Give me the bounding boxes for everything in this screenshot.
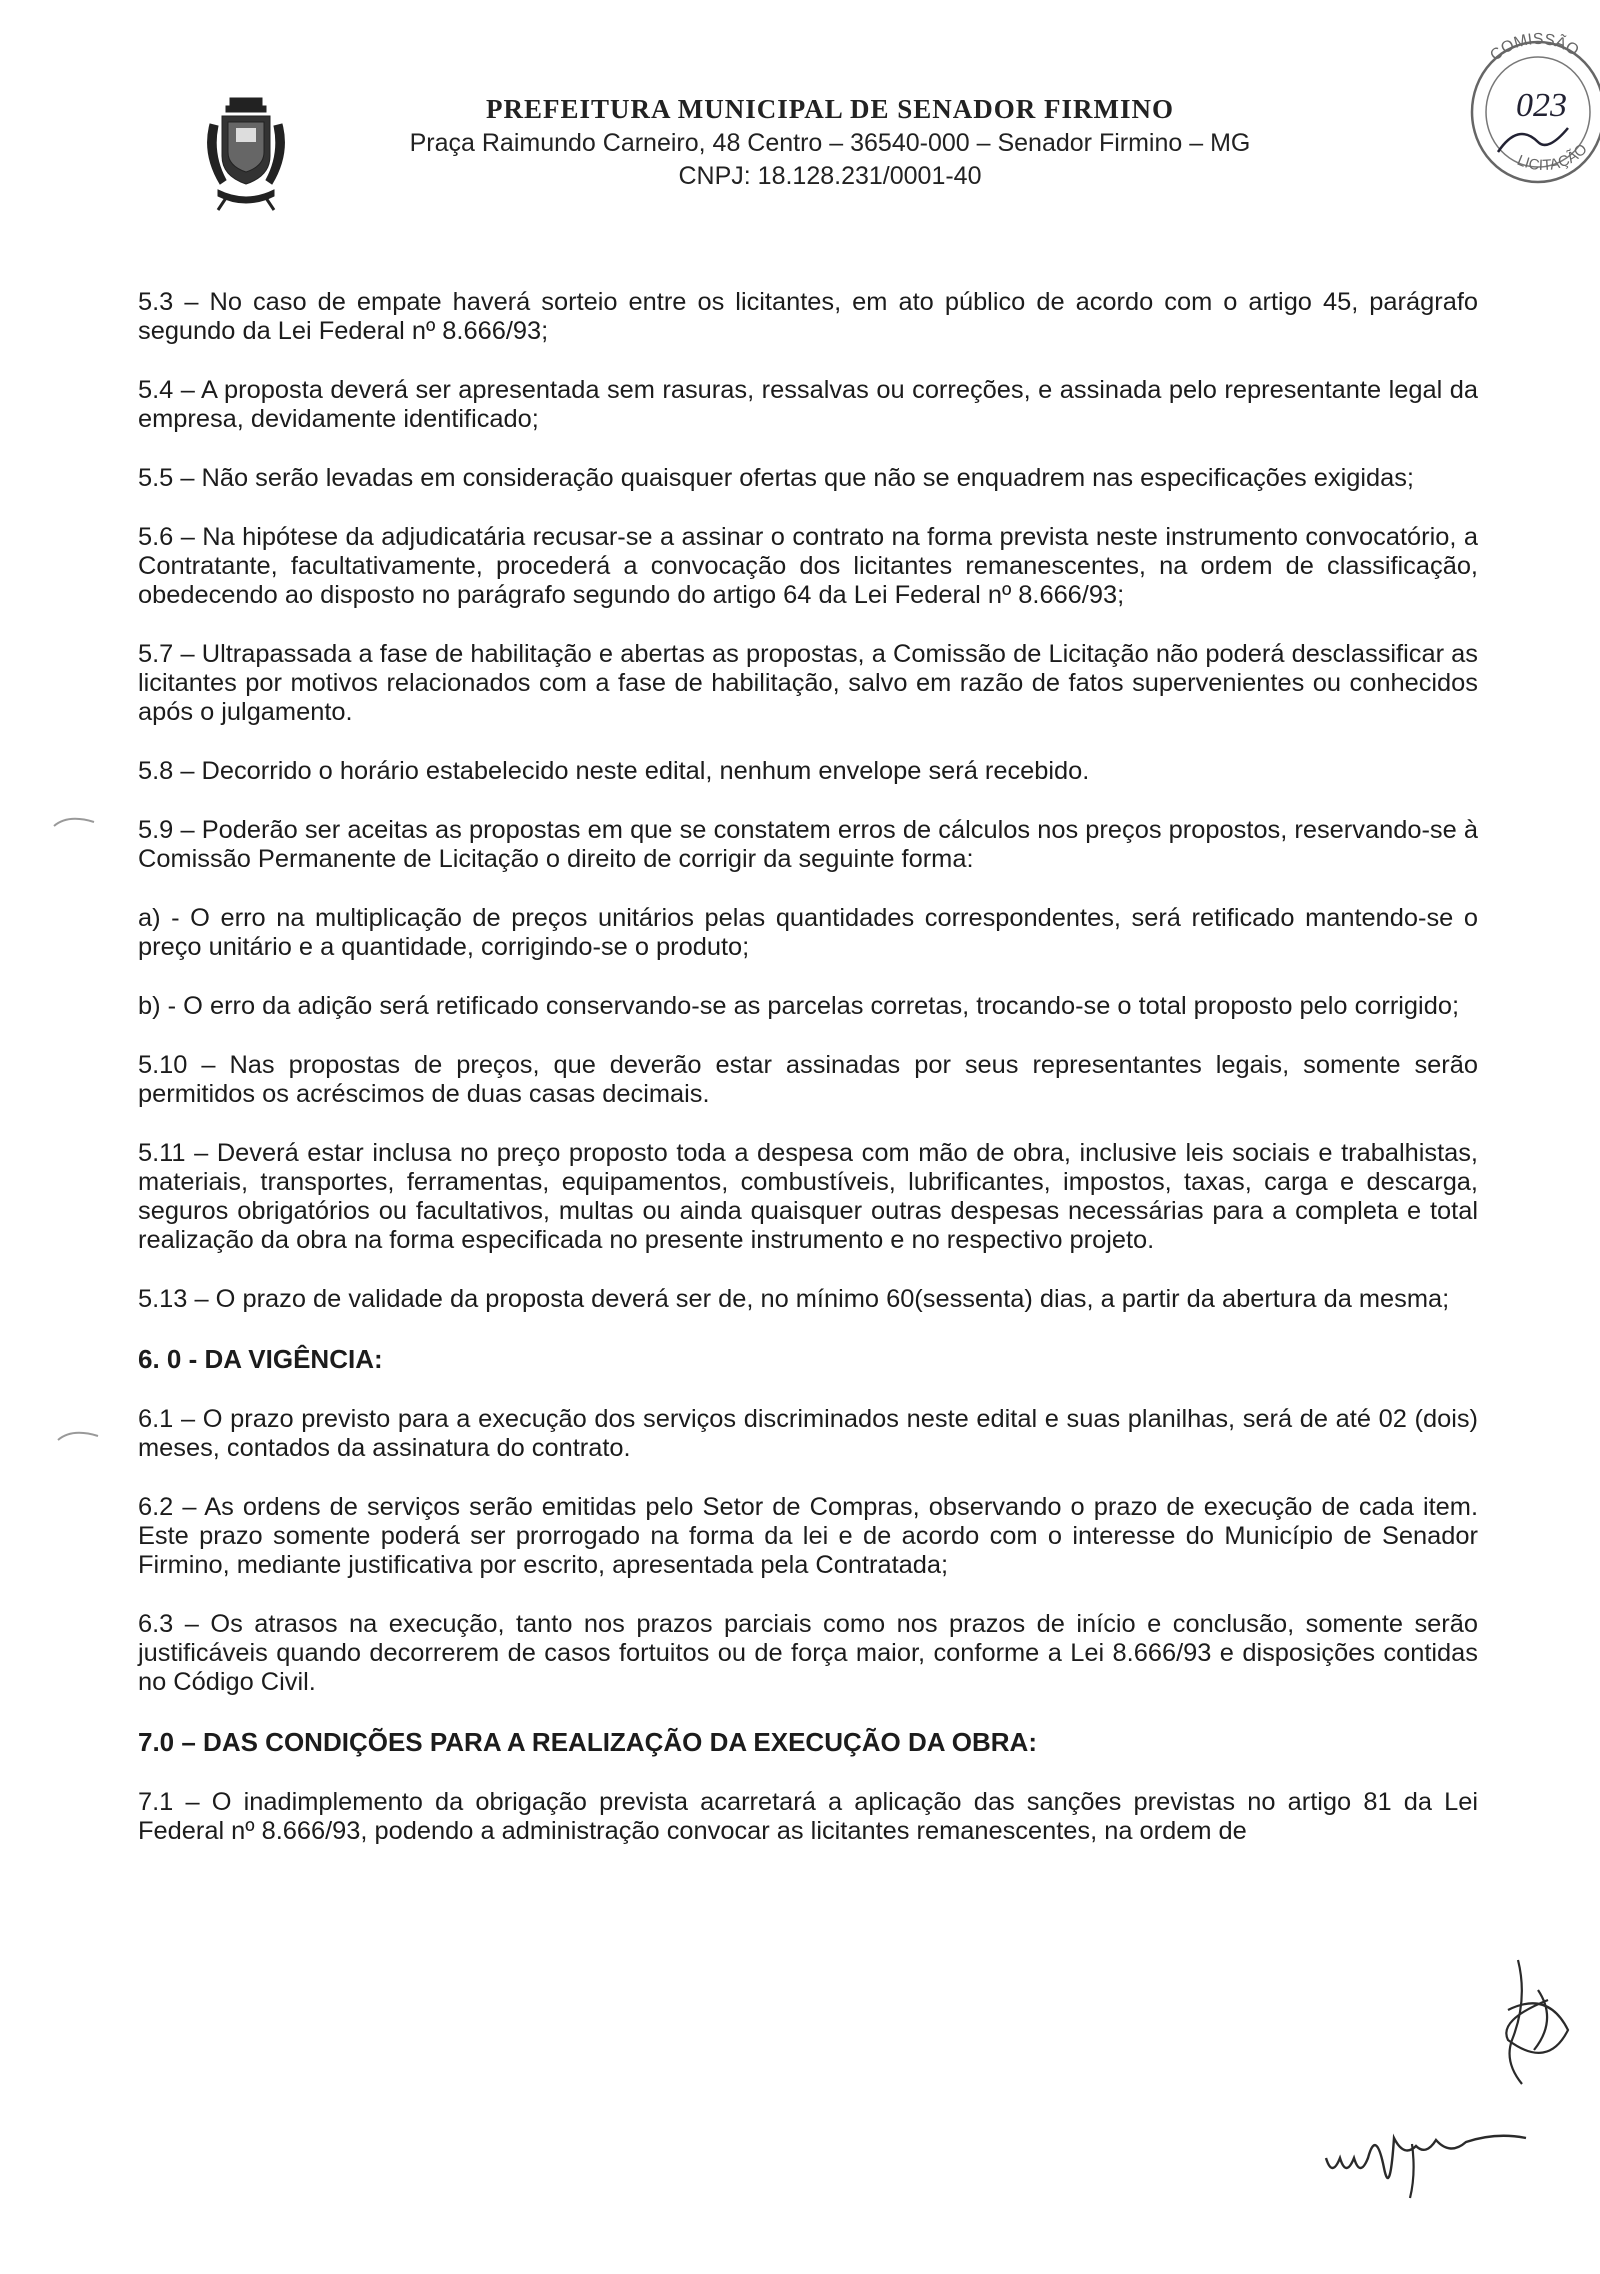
clause-6-1: 6.1 – O prazo previsto para a execução dos serviços discriminados neste edital e suas planilhas, será de até 02 (dois) meses, contados da assinatura do contrato. — [138, 1405, 1478, 1462]
clause-5-9: 5.9 – Poderão ser aceitas as propostas em que se constatem erros de cálculos nos preços propostos, reservando-se à Comissão Permanente de Licitação o direito de corrigir da seguinte forma: — [138, 816, 1478, 873]
clause-5-10: 5.10 – Nas propostas de preços, que deverão estar assinadas por seus representantes legais, somente serão permitidos os acréscimos de duas casas decimais. — [138, 1051, 1478, 1108]
stamp-page-number: 023 — [1516, 87, 1567, 124]
stamp-initials-icon — [1498, 128, 1568, 152]
clause-5-7: 5.7 – Ultrapassada a fase de habilitação e abertas as propostas, a Comissão de Licitação não poderá desclassificar as licitantes por motivos relacionados com a fase de habilitação, salvo em razão de fatos supervenientes ou conhecidos após o julgamento. — [138, 640, 1478, 726]
organization-name: PREFEITURA MUNICIPAL DE SENADOR FIRMINO — [485, 94, 1175, 124]
municipal-coat-of-arms-icon — [196, 94, 296, 214]
commission-page-stamp — [1458, 24, 1600, 184]
document-body — [138, 288, 1478, 1876]
clause-7-1: 7.1 – O inadimplemento da obrigação prevista acarretará a aplicação das sanções previstas no artigo 81 da Lei Federal nº 8.666/93, podendo a administração convocar as licitantes remanescentes, na ordem de — [138, 1788, 1478, 1845]
clause-5-11: 5.11 – Deverá estar inclusa no preço proposto toda a despesa com mão de obra, inclusive leis sociais e trabalhistas, materiais, transportes, ferramentas, equipamentos, combustíveis, lubrificantes, impostos, taxas, carga e descarga, seguros obrigatórios ou facultativos, multas ou ainda quaisquer outras despesas necessárias para a completa e total realização da obra na forma especificada no presente instrumento e no respectivo projeto. — [138, 1139, 1478, 1254]
clause-5-5: 5.5 – Não serão levadas em consideração quaisquer ofertas que não se enquadrem nas especificações exigidas; — [138, 464, 1414, 492]
stamp-bottom-text: LICITAÇÃO — [1514, 140, 1591, 175]
clause-6-3: 6.3 – Os atrasos na execução, tanto nos prazos parciais como nos prazos de início e conclusão, somente serão justificáveis quando decorrerem de casos fortuitos ou de força maior, conforme a Lei 8.666/93 e disposições contidas no Código Civil. — [138, 1610, 1478, 1696]
section-7-heading: 7.0 – DAS CONDIÇÕES PARA A REALIZAÇÃO DA EXECUÇÃO DA OBRA: — [138, 1727, 1037, 1757]
handwritten-signature-icon — [1320, 2124, 1570, 2200]
stamp-top-text: COMISSÃO — [1487, 30, 1582, 65]
clause-5-9-a: a) - O erro na multiplicação de preços unitários pelas quantidades correspondentes, será retificado mantendo-se o preço unitário e a quantidade, corrigindo-se o produto; — [138, 904, 1478, 961]
clause-5-4: 5.4 – A proposta deverá ser apresentada sem rasuras, ressalvas ou correções, e assinada pelo representante legal da empresa, devidamente identificado; — [138, 376, 1478, 433]
margin-mark-icon — [56, 1426, 100, 1442]
margin-mark-icon — [52, 812, 96, 828]
clause-5-9-b: b) - O erro da adição será retificado conservando-se as parcelas corretas, trocando-se o total proposto pelo corrigido; — [138, 992, 1459, 1020]
clause-6-2: 6.2 – As ordens de serviços serão emitidas pelo Setor de Compras, observando o prazo de execução de cada item. Este prazo somente poderá ser prorrogado na forma da lei e de acordo com o interesse do Município de Senador Firmino, mediante justificativa por escrito, apresentada pela Contratada; — [138, 1493, 1478, 1579]
organization-address: Praça Raimundo Carneiro, 48 Centro – 36540-000 – Senador Firmino – MG — [409, 129, 1251, 157]
handwritten-initials-icon — [1478, 1950, 1588, 2100]
clause-5-8: 5.8 – Decorrido o horário estabelecido neste edital, nenhum envelope será recebido. — [138, 757, 1090, 785]
clause-5-6: 5.6 – Na hipótese da adjudicatária recusar-se a assinar o contrato na forma prevista neste instrumento convocatório, a Contratante, facultativamente, procederá a convocação dos licitantes remanescentes, na ordem de classificação, obedecendo ao disposto no parágrafo segundo do artigo 64 da Lei Federal nº 8.666/93; — [138, 523, 1478, 609]
clause-5-3: 5.3 – No caso de empate haverá sorteio entre os licitantes, em ato público de acordo com o artigo 45, parágrafo segundo da Lei Federal nº 8.666/93; — [138, 288, 1478, 345]
organization-cnpj: CNPJ: 18.128.231/0001-40 — [678, 162, 982, 190]
letterhead — [0, 88, 1600, 218]
clause-5-13: 5.13 – O prazo de validade da proposta deverá ser de, no mínimo 60(sessenta) dias, a partir da abertura da mesma; — [138, 1285, 1450, 1313]
section-6-heading: 6. 0 - DA VIGÊNCIA: — [138, 1344, 383, 1374]
